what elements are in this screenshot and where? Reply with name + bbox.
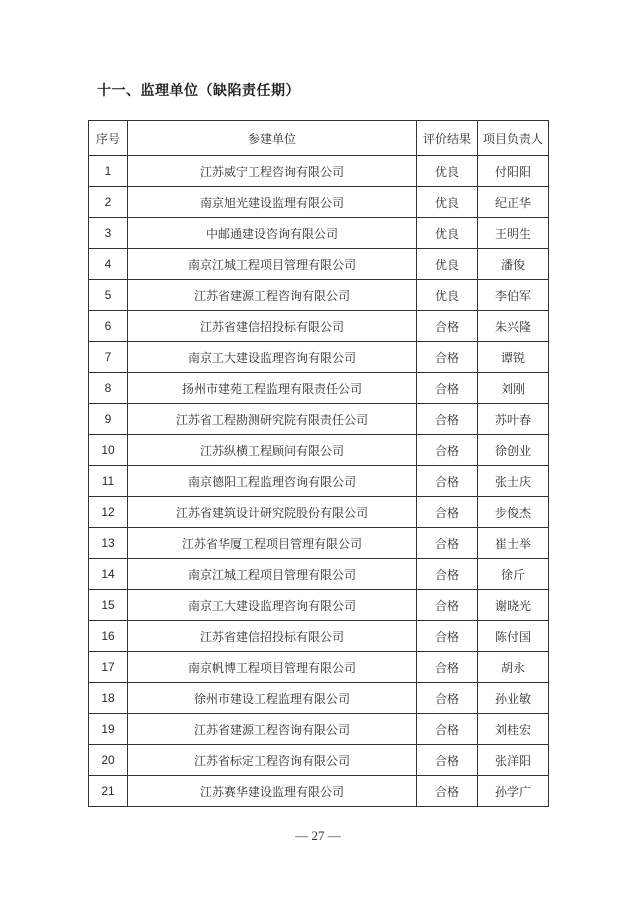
cell-evaluation-result: 合格 <box>417 497 478 528</box>
cell-serial-number: 14 <box>89 559 128 590</box>
cell-company-name: 江苏省华厦工程项目管理有限公司 <box>128 528 417 559</box>
cell-serial-number: 21 <box>89 776 128 807</box>
cell-project-leader: 刘桂宏 <box>478 714 549 745</box>
cell-serial-number: 11 <box>89 466 128 497</box>
cell-project-leader: 孙学广 <box>478 776 549 807</box>
table-row <box>89 621 549 652</box>
header-participant-unit: 参建单位 <box>128 121 417 156</box>
cell-evaluation-result: 优良 <box>417 249 478 280</box>
table-row <box>89 466 549 497</box>
header-project-leader: 项目负责人 <box>478 121 549 156</box>
cell-project-leader: 徐斤 <box>478 559 549 590</box>
table-row <box>89 373 549 404</box>
cell-serial-number: 16 <box>89 621 128 652</box>
page-number: — 27 — <box>295 828 341 843</box>
table-row <box>89 559 549 590</box>
cell-project-leader: 王明生 <box>478 218 549 249</box>
cell-serial-number: 15 <box>89 590 128 621</box>
cell-evaluation-result: 合格 <box>417 528 478 559</box>
cell-serial-number: 1 <box>89 156 128 187</box>
cell-company-name: 江苏省标定工程咨询有限公司 <box>128 745 417 776</box>
cell-serial-number: 18 <box>89 683 128 714</box>
evaluation-table-container <box>88 120 548 807</box>
table-body <box>89 156 549 807</box>
cell-company-name: 江苏省建源工程咨询有限公司 <box>128 714 417 745</box>
cell-evaluation-result: 优良 <box>417 187 478 218</box>
cell-project-leader: 潘俊 <box>478 249 549 280</box>
table-row <box>89 280 549 311</box>
cell-project-leader: 徐创业 <box>478 435 549 466</box>
table-row <box>89 156 549 187</box>
cell-project-leader: 谢晓光 <box>478 590 549 621</box>
cell-evaluation-result: 合格 <box>417 621 478 652</box>
cell-evaluation-result: 合格 <box>417 311 478 342</box>
cell-serial-number: 5 <box>89 280 128 311</box>
header-serial-number: 序号 <box>89 121 128 156</box>
cell-company-name: 南京工大建设监理咨询有限公司 <box>128 342 417 373</box>
table-row <box>89 745 549 776</box>
cell-project-leader: 陈付国 <box>478 621 549 652</box>
table-row <box>89 528 549 559</box>
table-row <box>89 187 549 218</box>
table-row <box>89 218 549 249</box>
cell-project-leader: 刘刚 <box>478 373 549 404</box>
cell-company-name: 中邮通建设咨询有限公司 <box>128 218 417 249</box>
table-row <box>89 590 549 621</box>
cell-serial-number: 12 <box>89 497 128 528</box>
cell-evaluation-result: 优良 <box>417 218 478 249</box>
cell-company-name: 江苏省建信招投标有限公司 <box>128 621 417 652</box>
table-row <box>89 776 549 807</box>
cell-project-leader: 朱兴隆 <box>478 311 549 342</box>
cell-company-name: 扬州市建苑工程监理有限责任公司 <box>128 373 417 404</box>
cell-evaluation-result: 合格 <box>417 714 478 745</box>
table-row <box>89 497 549 528</box>
table-header <box>89 121 549 156</box>
table-header-row <box>89 121 549 156</box>
cell-evaluation-result: 优良 <box>417 156 478 187</box>
cell-serial-number: 2 <box>89 187 128 218</box>
table-row <box>89 683 549 714</box>
cell-evaluation-result: 合格 <box>417 652 478 683</box>
cell-company-name: 南京德阳工程监理咨询有限公司 <box>128 466 417 497</box>
cell-company-name: 南京江城工程项目管理有限公司 <box>128 559 417 590</box>
table-row <box>89 435 549 466</box>
cell-project-leader: 付阳阳 <box>478 156 549 187</box>
cell-evaluation-result: 合格 <box>417 435 478 466</box>
cell-company-name: 江苏省建信招投标有限公司 <box>128 311 417 342</box>
section-title: 十一、监理单位（缺陷责任期） <box>97 82 300 98</box>
cell-evaluation-result: 合格 <box>417 404 478 435</box>
cell-project-leader: 李伯军 <box>478 280 549 311</box>
cell-serial-number: 17 <box>89 652 128 683</box>
table-row <box>89 714 549 745</box>
cell-evaluation-result: 合格 <box>417 559 478 590</box>
header-evaluation-result: 评价结果 <box>417 121 478 156</box>
cell-evaluation-result: 合格 <box>417 342 478 373</box>
cell-evaluation-result: 合格 <box>417 683 478 714</box>
cell-project-leader: 纪正华 <box>478 187 549 218</box>
cell-company-name: 南京旭光建设监理有限公司 <box>128 187 417 218</box>
cell-serial-number: 19 <box>89 714 128 745</box>
cell-serial-number: 3 <box>89 218 128 249</box>
cell-project-leader: 崔士举 <box>478 528 549 559</box>
cell-evaluation-result: 优良 <box>417 280 478 311</box>
table-row <box>89 249 549 280</box>
cell-company-name: 江苏威宁工程咨询有限公司 <box>128 156 417 187</box>
table-row <box>89 311 549 342</box>
cell-serial-number: 9 <box>89 404 128 435</box>
cell-company-name: 南京工大建设监理咨询有限公司 <box>128 590 417 621</box>
cell-serial-number: 4 <box>89 249 128 280</box>
cell-serial-number: 8 <box>89 373 128 404</box>
cell-evaluation-result: 合格 <box>417 590 478 621</box>
cell-evaluation-result: 合格 <box>417 373 478 404</box>
table-row <box>89 342 549 373</box>
cell-company-name: 江苏赛华建设监理有限公司 <box>128 776 417 807</box>
cell-serial-number: 13 <box>89 528 128 559</box>
cell-evaluation-result: 合格 <box>417 745 478 776</box>
cell-project-leader: 胡永 <box>478 652 549 683</box>
cell-project-leader: 谭锐 <box>478 342 549 373</box>
cell-company-name: 江苏省建源工程咨询有限公司 <box>128 280 417 311</box>
cell-serial-number: 20 <box>89 745 128 776</box>
cell-company-name: 南京江城工程项目管理有限公司 <box>128 249 417 280</box>
evaluation-table <box>88 120 549 807</box>
cell-project-leader: 张士庆 <box>478 466 549 497</box>
cell-serial-number: 6 <box>89 311 128 342</box>
table-row <box>89 404 549 435</box>
table-row <box>89 652 549 683</box>
cell-project-leader: 步俊杰 <box>478 497 549 528</box>
cell-company-name: 南京帆博工程项目管理有限公司 <box>128 652 417 683</box>
cell-evaluation-result: 合格 <box>417 776 478 807</box>
cell-company-name: 徐州市建设工程监理有限公司 <box>128 683 417 714</box>
cell-project-leader: 孙业敏 <box>478 683 549 714</box>
cell-serial-number: 10 <box>89 435 128 466</box>
cell-project-leader: 苏叶春 <box>478 404 549 435</box>
cell-company-name: 江苏纵横工程顾问有限公司 <box>128 435 417 466</box>
cell-company-name: 江苏省建筑设计研究院股份有限公司 <box>128 497 417 528</box>
cell-project-leader: 张洋阳 <box>478 745 549 776</box>
cell-serial-number: 7 <box>89 342 128 373</box>
cell-evaluation-result: 合格 <box>417 466 478 497</box>
cell-company-name: 江苏省工程勘测研究院有限责任公司 <box>128 404 417 435</box>
